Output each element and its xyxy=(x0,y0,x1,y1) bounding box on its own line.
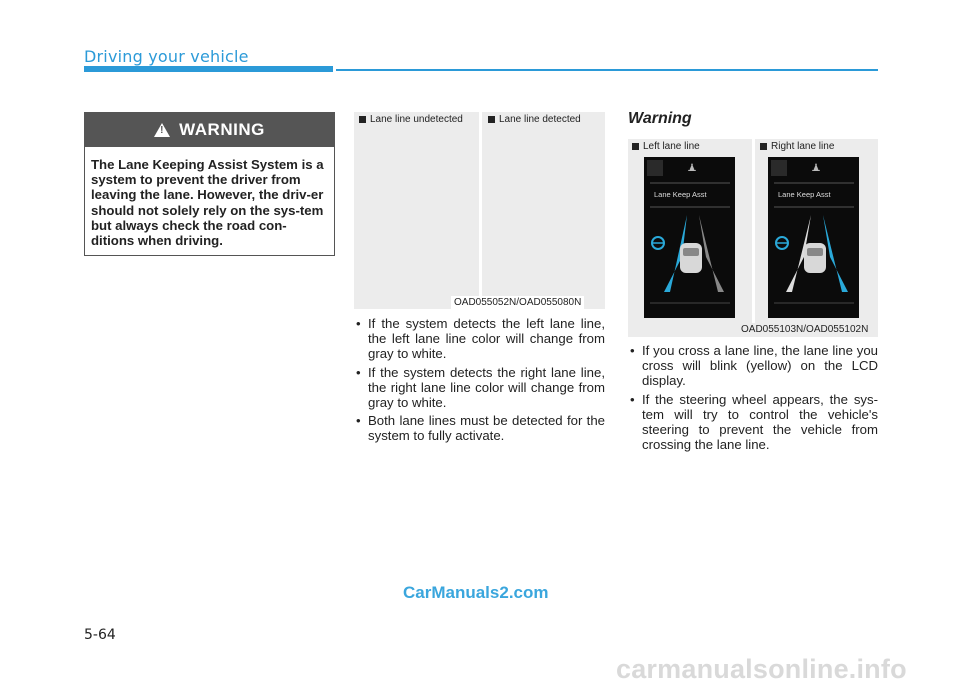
bullet-list-warning xyxy=(628,343,878,455)
lcd-title: Lane Keep Asst xyxy=(778,190,831,199)
warning-triangle-icon: ! xyxy=(154,123,170,137)
warning-text: The Lane Keeping Assist System is a system to prevent the driver from leaving the lane. However, the driv-er should not solely rely on the sys-tem but always check the road con-ditions when driving. xyxy=(91,157,324,249)
lcd-screen-left xyxy=(644,157,735,318)
header-rule-thick xyxy=(84,66,333,72)
header-rule-thin xyxy=(336,69,878,71)
square-bullet-icon xyxy=(488,116,495,123)
watermark-top[interactable]: CarManuals2.com xyxy=(403,583,549,602)
list-item: • If you cross a lane line, the lane line you cross will blink (yellow) on the LCD display. xyxy=(628,343,878,389)
page-number: 5-64 xyxy=(84,627,116,643)
warning-box xyxy=(84,112,335,256)
warning-label: WARNING xyxy=(179,120,265,139)
list-item: • If the system detects the left lane line, the left lane line color will change from gray to white. xyxy=(354,316,605,362)
figure-caption-detected: Lane line detected xyxy=(488,114,581,125)
bullet-list-detection xyxy=(354,316,605,447)
figure-caption-left-lane: Left lane line xyxy=(632,141,700,152)
square-bullet-icon xyxy=(632,143,639,150)
list-item: • Both lane lines must be detected for the system to fully activate. xyxy=(354,413,605,443)
lcd-title: Lane Keep Asst xyxy=(654,190,707,199)
figure-divider xyxy=(752,139,755,337)
figure-code: OAD055103N/OAD055102N xyxy=(738,323,871,337)
figure-divider xyxy=(479,112,482,309)
warning-heading: Warning xyxy=(628,110,692,127)
square-bullet-icon xyxy=(359,116,366,123)
lcd-screen-right xyxy=(768,157,859,318)
square-bullet-icon xyxy=(760,143,767,150)
list-item: • If the system detects the right lane line, the right lane line color will change from gray to white. xyxy=(354,365,605,411)
list-item: • If the steering wheel appears, the sys-tem will try to control the vehicle's steering to prevent the vehicle from crossing the lane line. xyxy=(628,392,878,453)
watermark-bottom: carmanualsonline.info xyxy=(616,654,907,684)
warning-header xyxy=(85,113,334,147)
section-title: Driving your vehicle xyxy=(84,47,249,66)
figure-caption-right-lane: Right lane line xyxy=(760,141,834,152)
figure-caption-undetected: Lane line undetected xyxy=(359,114,463,125)
figure-code: OAD055052N/OAD055080N xyxy=(451,296,584,310)
